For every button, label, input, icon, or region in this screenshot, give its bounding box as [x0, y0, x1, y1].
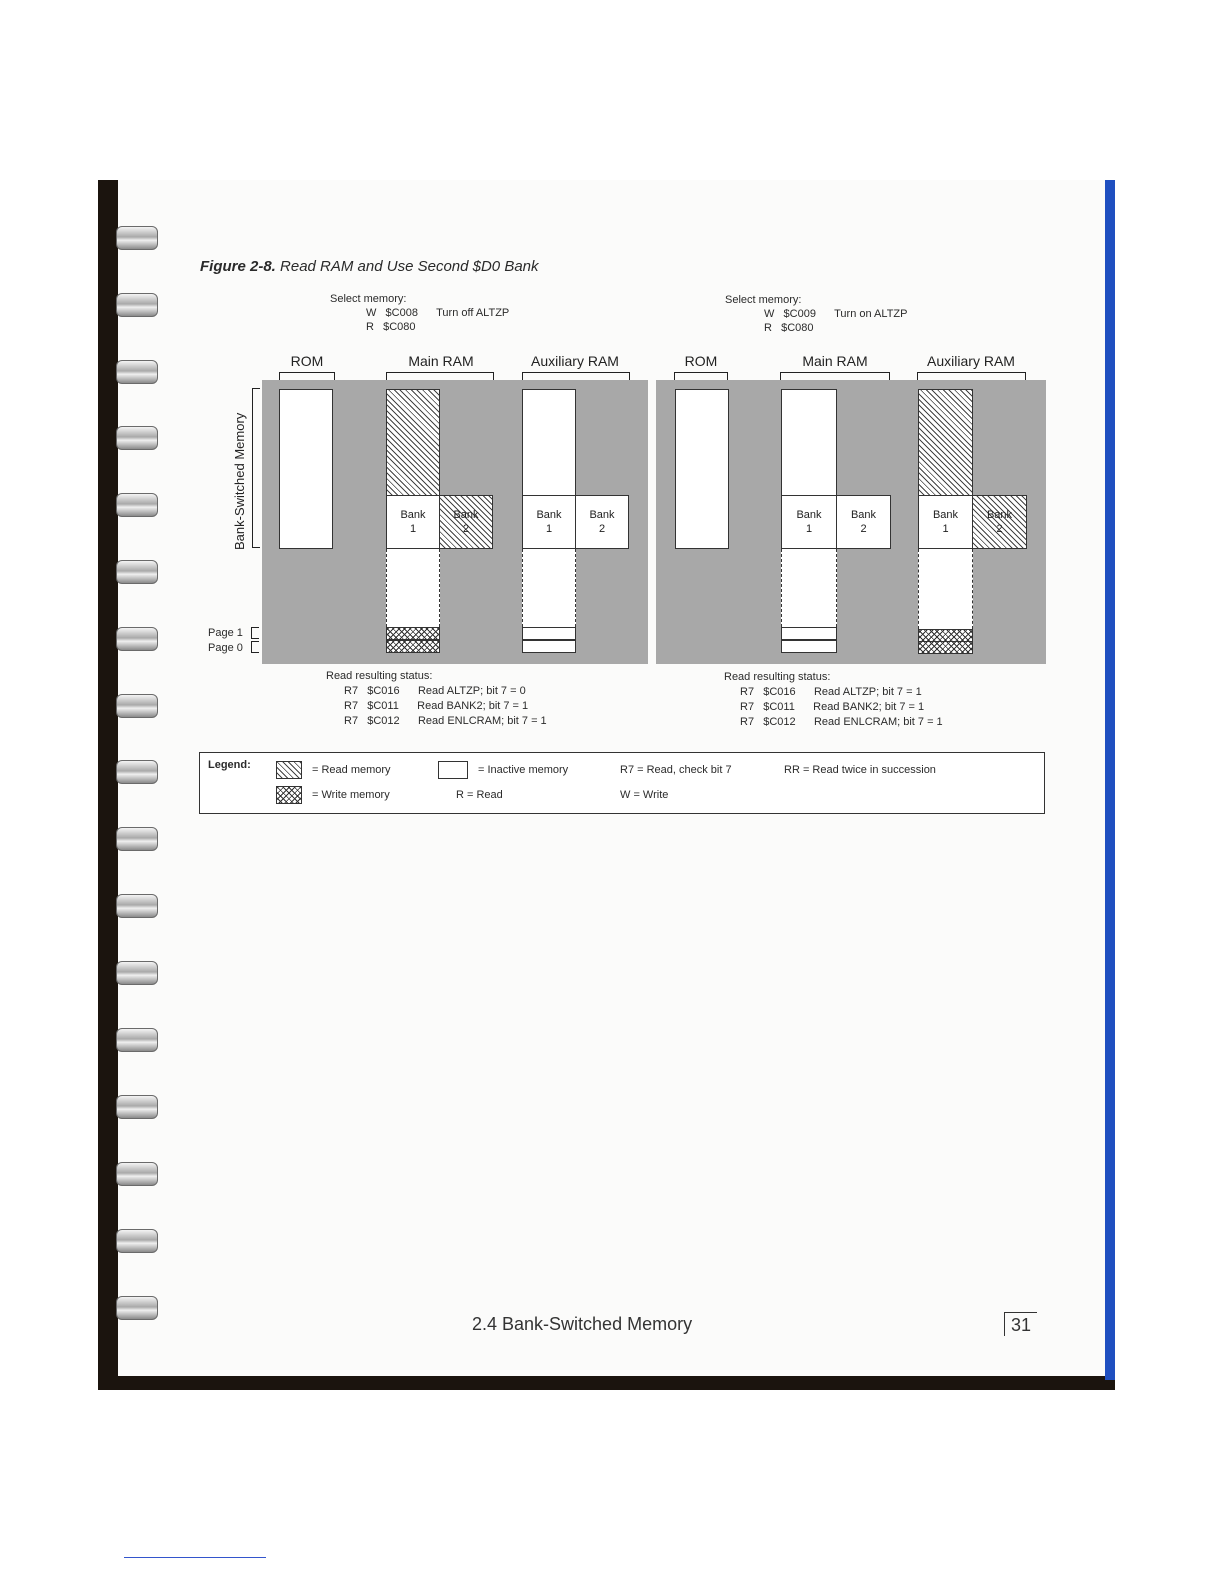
left-read-line: R $C080 — [366, 321, 416, 333]
right-main-bank2-label: Bank 2 — [850, 509, 877, 535]
left-status-enlcram: R7 $C012 Read ENLCRAM; bit 7 = 1 — [344, 715, 547, 727]
right-rom-block — [675, 389, 729, 549]
right-main-bank1-label: Bank 1 — [796, 509, 822, 535]
right-rom-bracket — [674, 372, 728, 380]
legend-write: W = Write — [620, 789, 669, 801]
right-aux-upper-read — [918, 389, 973, 496]
binding-ring — [98, 758, 158, 784]
right-rom-header: ROM — [684, 353, 718, 369]
figure-caption — [200, 258, 539, 275]
binding-ring — [98, 224, 158, 250]
binding-ring — [98, 625, 158, 651]
figure-title: Read RAM and Use Second $D0 Bank — [280, 258, 539, 275]
left-status-bank2: R7 $C011 Read BANK2; bit 7 = 1 — [344, 700, 529, 712]
binding-ring — [98, 959, 158, 985]
bank-switched-bracket — [252, 388, 260, 548]
binding-ring — [98, 892, 158, 918]
right-aux-page0-write — [918, 641, 973, 654]
right-read-line: R $C080 — [764, 322, 814, 334]
right-main-page0 — [781, 640, 837, 653]
left-main-page0-write — [386, 640, 440, 653]
binding-ring — [98, 825, 158, 851]
left-rom-header: ROM — [290, 353, 324, 369]
right-select-label: Select memory: — [725, 294, 802, 306]
link-underline — [124, 1557, 266, 1558]
right-aux-bank2-label: Bank 2 — [986, 509, 1013, 535]
page0-bracket — [251, 641, 259, 653]
left-aux-lower — [522, 549, 576, 627]
right-status-altzp: R7 $C016 Read ALTZP; bit 7 = 1 — [740, 686, 922, 698]
legend-r7: R7 = Read, check bit 7 — [620, 764, 732, 776]
right-status-heading: Read resulting status: — [724, 671, 831, 683]
binding-ring — [98, 558, 158, 584]
read-memory-swatch — [276, 761, 302, 779]
right-aux-bracket — [917, 372, 1026, 380]
blue-page-edge — [1105, 180, 1115, 1380]
left-aux-ram-header: Auxiliary RAM — [531, 353, 619, 369]
left-aux-bracket — [522, 372, 630, 380]
binding-ring — [98, 692, 158, 718]
binding-ring — [98, 1294, 158, 1320]
left-rom-block — [279, 389, 333, 549]
left-aux-bank2-label: Bank 2 — [589, 509, 615, 535]
left-rom-bracket — [279, 372, 335, 380]
figure-number: Figure 2-8. — [200, 258, 276, 275]
binding-ring — [98, 424, 158, 450]
page1-bracket — [251, 627, 259, 639]
left-main-lower — [386, 549, 440, 627]
left-select-label: Select memory: — [330, 293, 407, 305]
binding-ring — [98, 1093, 158, 1119]
right-main-ram-header: Main RAM — [802, 353, 868, 369]
right-status-bank2: R7 $C011 Read BANK2; bit 7 = 1 — [740, 701, 925, 713]
right-main-lower — [781, 549, 837, 627]
left-status-heading: Read resulting status: — [326, 670, 433, 682]
legend-rr: RR = Read twice in succession — [784, 764, 936, 776]
legend-box — [199, 752, 1045, 814]
left-main-bank2-label: Bank 2 — [453, 509, 479, 535]
left-status-altzp: R7 $C016 Read ALTZP; bit 7 = 0 — [344, 685, 526, 697]
page-number: 31 — [1004, 1312, 1037, 1336]
page1-label: Page 1 — [208, 627, 243, 639]
right-write-line: W $C009 Turn on ALTZP — [764, 308, 908, 320]
left-main-upper-read — [386, 389, 440, 496]
bank-switched-memory-label: Bank-Switched Memory — [232, 412, 247, 550]
left-aux-page0 — [522, 640, 576, 653]
legend-title: Legend: — [208, 759, 251, 771]
inactive-memory-swatch — [438, 761, 468, 779]
page0-label: Page 0 — [208, 642, 243, 654]
right-main-upper — [781, 389, 837, 496]
right-main-bracket — [780, 372, 890, 380]
left-write-line: W $C008 Turn off ALTZP — [366, 307, 510, 319]
write-memory-swatch — [276, 786, 302, 804]
left-main-bracket — [386, 372, 494, 380]
right-aux-lower — [918, 549, 973, 629]
binding-ring — [98, 358, 158, 384]
legend-read: R = Read — [456, 789, 503, 801]
binding-ring — [98, 291, 158, 317]
page-shadow — [98, 1376, 1115, 1390]
binding-ring — [98, 1160, 158, 1186]
right-aux-ram-header: Auxiliary RAM — [927, 353, 1015, 369]
binding-ring — [98, 491, 158, 517]
legend-read-memory: = Read memory — [312, 764, 391, 776]
right-status-enlcram: R7 $C012 Read ENLCRAM; bit 7 = 1 — [740, 716, 943, 728]
legend-inactive-memory: = Inactive memory — [478, 764, 569, 776]
left-aux-bank1-label: Bank 1 — [536, 509, 562, 535]
legend-write-memory: = Write memory — [312, 789, 390, 801]
section-footer: 2.4 Bank-Switched Memory — [472, 1314, 693, 1334]
left-aux-upper — [522, 389, 576, 496]
right-aux-bank1-label: Bank 1 — [932, 509, 959, 535]
binding-ring — [98, 1026, 158, 1052]
left-main-ram-header: Main RAM — [408, 353, 474, 369]
left-main-page1-write — [386, 627, 440, 640]
binding-ring — [98, 1227, 158, 1253]
left-aux-page1 — [522, 627, 576, 640]
right-main-page1 — [781, 627, 837, 640]
left-main-bank1-label: Bank 1 — [400, 509, 426, 535]
